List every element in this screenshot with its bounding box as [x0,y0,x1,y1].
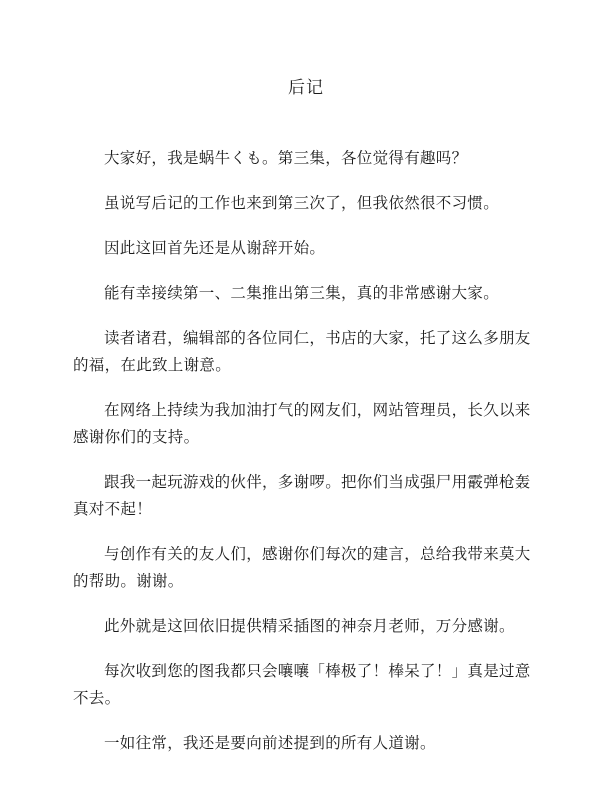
paragraph: 跟我一起玩游戏的伙伴，多谢啰。把你们当成强尸用霰弹枪轰真对不起！ [73,473,531,518]
paragraph: 此外就是这回依旧提供精采插图的神奈月老师，万分感谢。 [104,617,515,635]
paragraph: 虽说写后记的工作也来到第三次了，但我依然很不习惯。 [104,194,500,212]
paragraph: 每次收到您的图我都只会嚷嚷「棒极了！棒呆了！」真是过意不去。 [73,662,531,707]
paragraph: 在网络上持续为我加油打气的网友们，网站管理员，长久以来感谢你们的支持。 [73,401,531,446]
paragraph: 读者诸君，编辑部的各位同仁，书店的大家，托了这么多朋友的福，在此致上谢意。 [73,329,531,374]
paragraph: 大家好，我是蜗牛くも。第三集，各位觉得有趣吗？ [104,149,468,167]
paragraph: 因此这回首先还是从谢辞开始。 [104,239,326,257]
page-title: 后记 [288,78,324,98]
paragraph: 能有幸接续第一、二集推出第三集，真的非常感谢大家。 [104,284,500,302]
paragraph: 一如往常，我还是要向前述提到的所有人道谢。 [104,734,436,752]
paragraph: 与创作有关的友人们，感谢你们每次的建言，总给我带来莫大的帮助。谢谢。 [73,545,531,590]
body-text [73,145,543,775]
